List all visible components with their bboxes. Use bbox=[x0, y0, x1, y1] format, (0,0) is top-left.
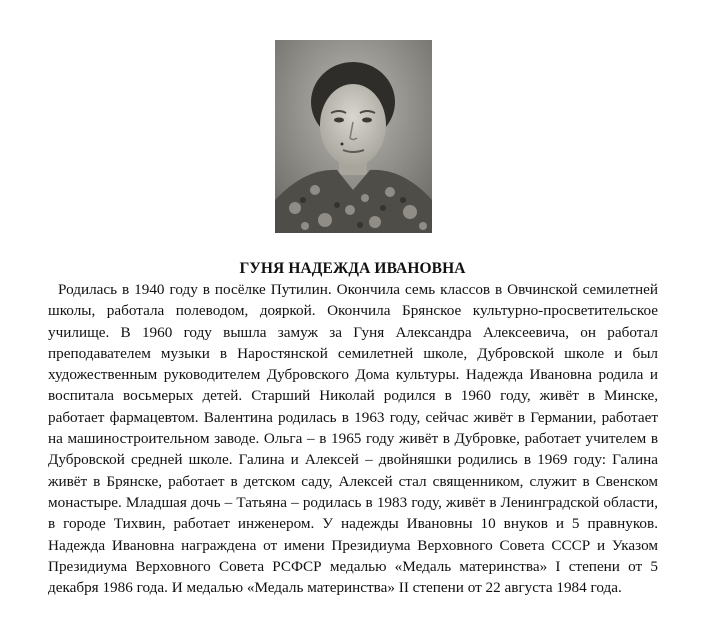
portrait-photo bbox=[275, 40, 432, 233]
portrait-icon bbox=[275, 40, 432, 233]
page-title: ГУНЯ НАДЕЖДА ИВАНОВНА bbox=[239, 260, 466, 277]
biography-text: Родилась в 1940 году в посёлке Путилин. Окончила семь классов в Овчинской семилетней школы, работала полеводом, дояркой. Окончила Брянское культурно-просветительское училище. В 1960 году вышла замуж за Гуня Александра Алексеевича, он работал преподавателем музыки в Наростянской семилетней школе, Дубровской школе и был художественным руководителем Дубровского Дома культуры. Надежда Ивановна родила и воспитала восьмерых детей. Старший Николай родился в 1960 году, живёт в Минске, работает фармацевтом. Валентина родилась в 1963 году, сейчас живёт в Германии, работает на машиностроительном заводе. Ольга – в 1965 году живёт в Дубровке, работает учителем в Дубровской средней школе. Галина и Алексей – двойняшки родились в 1969 году: Галина живёт в Брянске, работает в детском саду, Алексей стал священником, служит в Свенском монастыре. Младшая дочь – Татьяна – родилась в 1983 году, живёт в Ленинградской области, в городе Тихвин, работает инженером. У надежды Ивановны 10 внуков и 5 правнуков. Надежда Ивановна награждена от имени Президиума Верховного Совета СССР и Указом Президиума Верховного Совета РСФСР медалью «Медаль материнства» I степени от 5 декабря 1986 года. И медалью «Медаль материнства» II степени от 22 августа 1984 года. bbox=[48, 281, 658, 597]
